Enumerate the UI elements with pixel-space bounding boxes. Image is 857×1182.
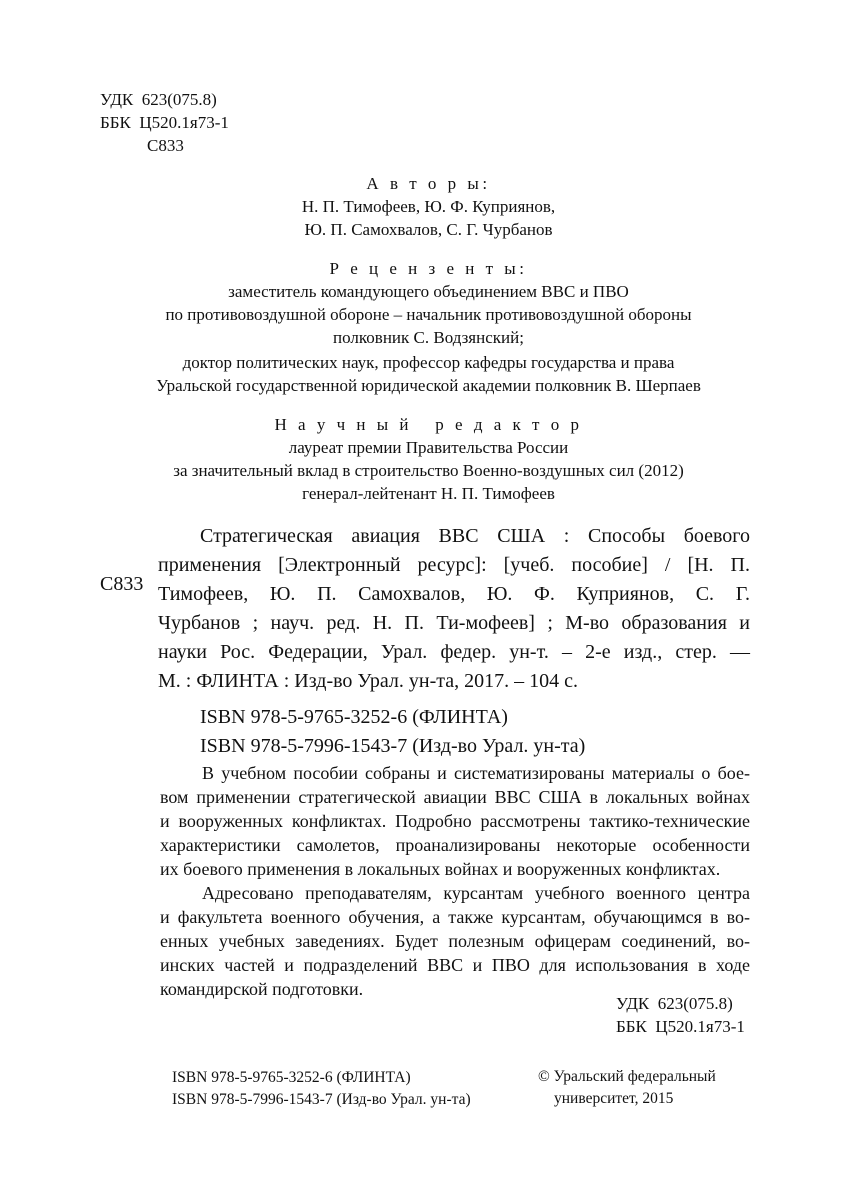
copyright-line: © Уральский федеральный [538,1068,716,1085]
abstract-line: вом применении стратегической авиации ВВС США в локальных войнах [160,787,750,807]
authors-block [0,172,857,241]
bbk-value: Ц520.1я73-1 [655,1017,745,1036]
abstract-line: их боевого применения в локальных войнах и вооруженных конфликтах. [160,859,721,879]
bib-line: М. : ФЛИНТА : Изд-во Урал. ун-та, 2017. – 104 с. [158,670,578,692]
bib-line: Чурбанов ; науч. ред. Н. П. Ти-мофеев] ; М-во образования и [158,612,750,634]
footer-isbn-block [172,1067,471,1111]
editor-line: генерал-лейтенант Н. П. Тимофеев [302,484,555,503]
abstract-line: командирской подготовки. [160,979,364,999]
udk-label: УДК [100,90,134,109]
editor-line: за значительный вклад в строительство Военно-воздушных сил (2012) [173,461,684,480]
reviewer-line: заместитель командующего объединением ВВС и ПВО [228,282,629,301]
footer-isbn-line: ISBN 978-5-9765-3252-6 (ФЛИНТА) [172,1069,411,1086]
abstract-line: инских частей и подразделений ВВС и ПВО для использования в ходе [160,955,750,975]
udk-top-block [100,88,229,157]
reviewers-block [0,257,857,397]
authors-line: Н. П. Тимофеев, Ю. Ф. Куприянов, [301,197,556,216]
abstract-line: Адресовано преподавателям, курсантам учебного военного центра [202,883,750,903]
abstract-line: и вооруженных конфликтах. Подробно рассмотрены тактико-технические [160,811,750,831]
authors-heading: А в т о р ы: [366,174,491,193]
abstract-line: В учебном пособии собраны и систематизированы материалы о бое- [202,763,750,783]
udk-bottom-block [616,992,745,1038]
isbn-line: ISBN 978-5-7996-1543-7 (Изд-во Урал. ун-та) [200,735,586,757]
udk-value: 623(075.8) [657,994,733,1013]
abstract-block [160,761,750,1001]
reviewer-line: Уральской государственной юридической академии полковник В. Шерпаев [156,376,701,395]
abstract-line: енных учебных заведениях. Будет полезным офицерам соединений, во- [160,931,750,951]
udk-label: УДК [616,994,650,1013]
footer-isbn-line: ISBN 978-5-7996-1543-7 (Изд-во Урал. ун-та) [172,1091,471,1108]
bib-record [158,522,750,696]
editor-line: лауреат премии Правительства России [288,438,569,457]
bbk-label: ББК [616,1017,647,1036]
bbk-label: ББК [100,113,131,132]
authors-line: Ю. П. Самохвалов, С. Г. Чурбанов [304,220,553,239]
bbk-value: Ц520.1я73-1 [139,113,229,132]
editor-heading: Н а у ч н ы й р е д а к т о р [274,415,583,434]
abstract-line: и факультета военного обучения, а также курсантам, обучающимся в во- [160,907,750,927]
copyright-line: университет, 2015 [554,1090,674,1107]
reviewers-heading: Р е ц е н з е н т ы: [329,259,528,278]
bib-line: науки Рос. Федерации, Урал. федер. ун-т. – 2-е изд., стер. — [158,641,750,663]
bib-mark: С833 [100,573,144,595]
abstract-line: характеристики самолетов, проанализированы некоторые особенности [160,835,750,855]
editor-block [0,413,857,505]
reviewer-line: по противовоздушной обороне – начальник противовоздушной обороны [165,305,692,324]
copyright-block [538,1066,716,1110]
bib-line: Стратегическая авиация ВВС США : Способы боевого [200,525,750,547]
reviewer-line: полковник С. Водзянский; [333,328,524,347]
author-mark: С833 [147,136,184,155]
isbn-line: ISBN 978-5-9765-3252-6 (ФЛИНТА) [200,706,508,728]
bib-line: Тимофеев, Ю. П. Самохвалов, Ю. Ф. Куприянов, С. Г. [158,583,750,605]
bib-isbn-block [200,703,585,761]
reviewer-line: доктор политических наук, профессор кафедры государства и права [182,353,675,372]
udk-value: 623(075.8) [141,90,217,109]
bib-line: применения [Электронный ресурс]: [учеб. пособие] / [Н. П. [158,554,750,576]
